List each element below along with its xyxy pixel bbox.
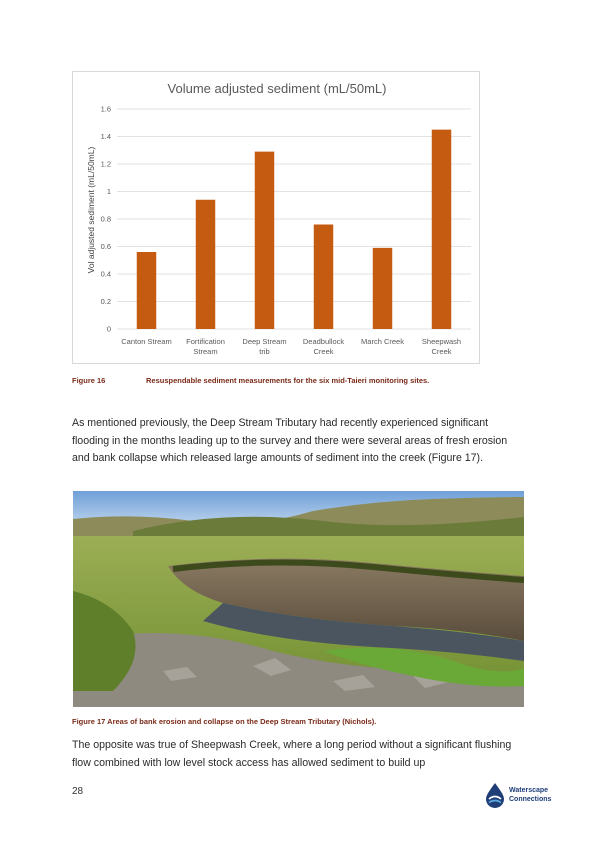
y-tick-label: 0.8 — [100, 214, 111, 224]
chart-y-ticks — [101, 105, 111, 334]
body-paragraph-1: As mentioned previously, the Deep Stream Tributary had recently experienced significant flooding in the months leading up to the survey and there were several areas of fresh erosion and bank collapse which released large amounts of sediment into the creek (Figure 17). — [72, 417, 508, 464]
y-tick-label: 0.2 — [100, 297, 111, 306]
y-tick-label: 0.6 — [100, 242, 111, 251]
chart-canvas — [73, 72, 481, 365]
x-tick-label: Creek — [431, 347, 452, 356]
x-tick-label: March Creek — [361, 337, 404, 346]
logo-line-1: Waterscape — [509, 787, 549, 794]
x-tick-label: Stream — [193, 347, 218, 356]
water-drop-icon — [483, 782, 507, 808]
body-paragraph-2: The opposite was true of Sheepwash Creek, where a long period without a significant flushing flow combined with low level stock access has allowed sediment to build up — [72, 739, 512, 769]
y-tick-label: 0.4 — [100, 269, 111, 279]
y-tick-label: 1.4 — [100, 132, 111, 141]
x-tick-label: Deadbullock — [302, 337, 345, 346]
x-tick-label: Canton Stream — [121, 337, 172, 346]
figure-16-number: Figure 16 — [72, 376, 106, 385]
y-tick-label: 1.6 — [100, 104, 111, 114]
y-tick-label: 1.2 — [100, 159, 111, 169]
x-tick-label: trib — [259, 347, 270, 356]
waterscape-connections-logo — [483, 782, 573, 812]
logo-line-2: Connections — [509, 796, 552, 803]
x-tick-label: Deep Stream — [242, 337, 287, 346]
deep-stream-erosion-photo — [73, 491, 524, 707]
logo-text — [509, 786, 551, 804]
x-tick-label: Creek — [313, 347, 334, 356]
x-tick-label: Sheepwash — [421, 337, 462, 346]
bar — [314, 225, 333, 330]
chart-title: Volume adjusted sediment (mL/50mL) — [167, 81, 387, 96]
bar — [373, 248, 392, 329]
chart-bars — [137, 130, 451, 329]
bar — [255, 152, 274, 329]
bar — [196, 200, 215, 329]
chart-y-axis-label: Vol adjusted sediment (mL/50mL) — [86, 146, 96, 274]
y-tick-label: 1 — [106, 187, 111, 196]
chart-gridlines — [117, 109, 471, 329]
y-tick-label: 0 — [106, 324, 111, 334]
bar — [432, 130, 451, 329]
figure-16-text: Resuspendable sediment measurements for the six mid-Taieri monitoring sites. — [146, 376, 430, 385]
figure-16-caption — [72, 376, 532, 385]
x-tick-label: Fortification — [186, 337, 225, 346]
bar — [137, 252, 156, 329]
figure-17-caption: Figure 17 Areas of bank erosion and collapse on the Deep Stream Tributary (Nichols). — [72, 717, 377, 726]
chart-x-ticks — [121, 337, 461, 356]
page-number: 28 — [72, 786, 84, 797]
sediment-bar-chart — [72, 71, 480, 364]
